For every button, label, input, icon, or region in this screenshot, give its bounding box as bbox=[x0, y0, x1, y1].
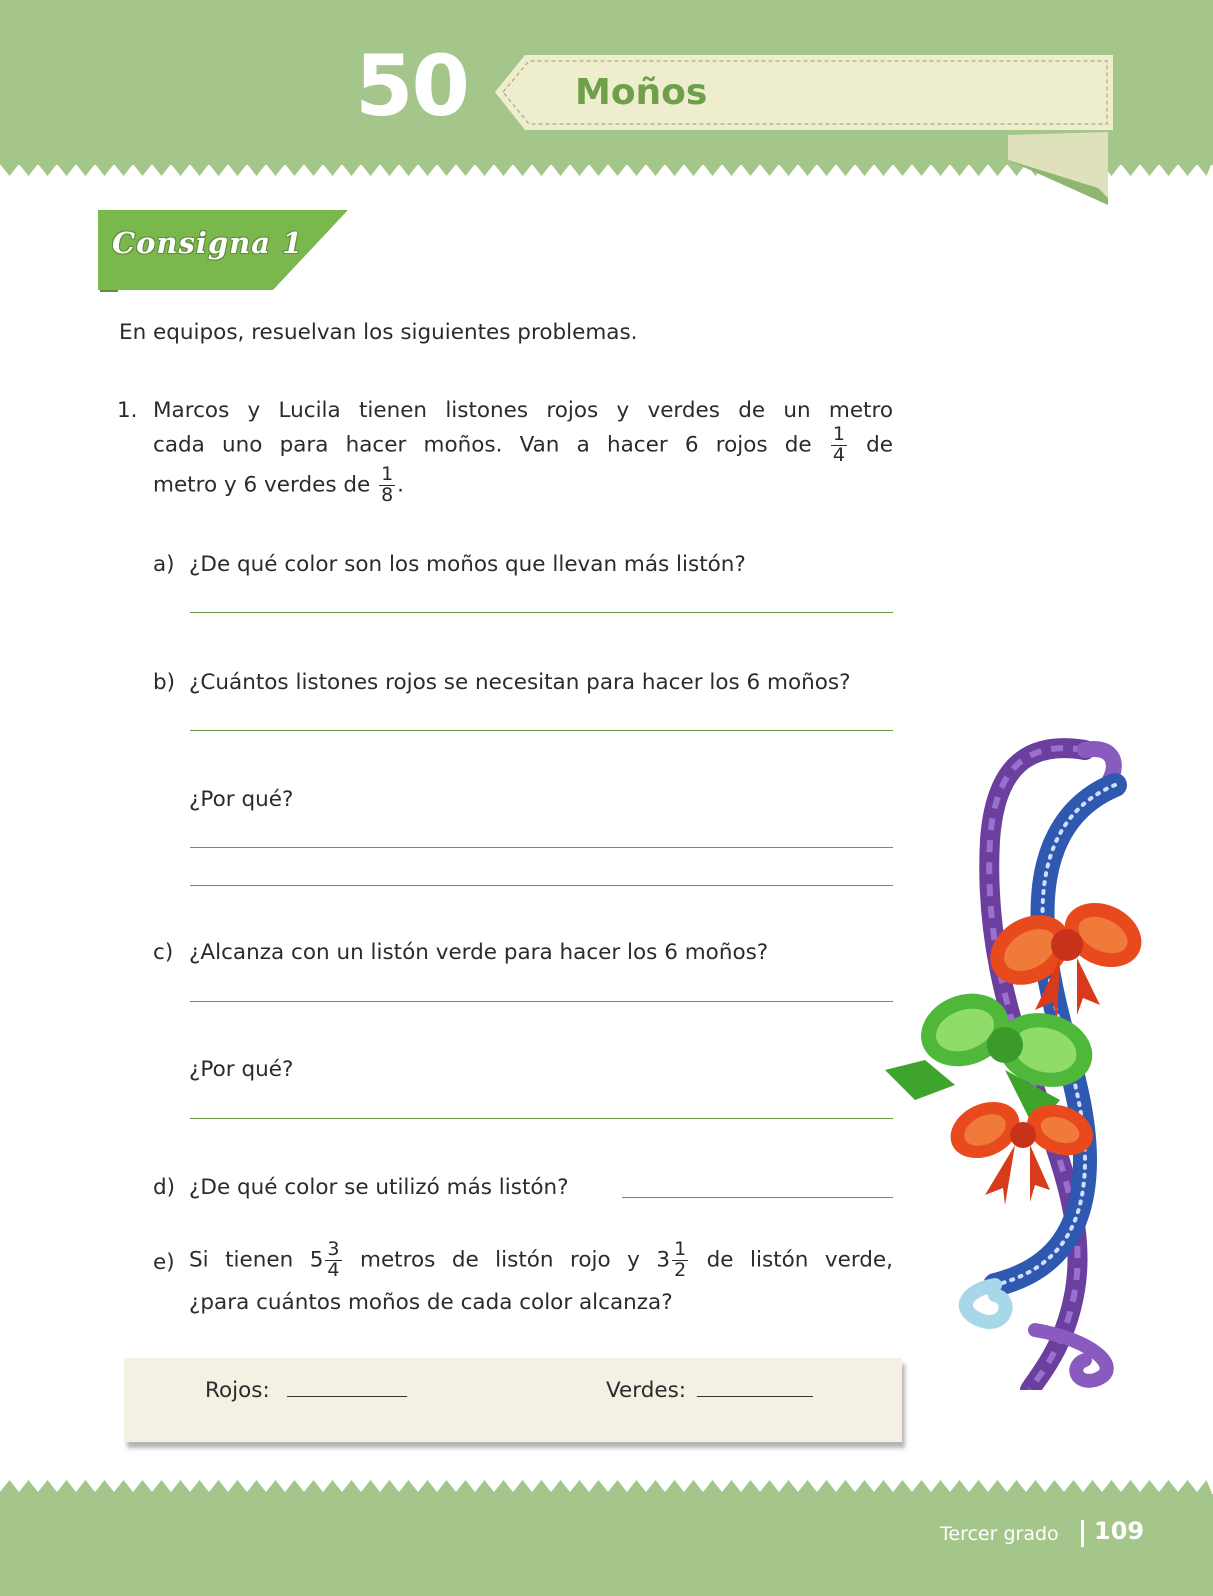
question-a-label: a) bbox=[153, 552, 175, 577]
problem-1-line-3-text: metro y 6 verdes de bbox=[153, 472, 371, 498]
fraction-numerator: 3 bbox=[327, 1238, 340, 1260]
verdes-answer-line[interactable] bbox=[697, 1396, 813, 1397]
lesson-title: Moños bbox=[575, 72, 708, 113]
answer-line-c-why[interactable] bbox=[190, 1118, 893, 1119]
fraction-numerator: 1 bbox=[832, 423, 845, 445]
fraction-one-eighth bbox=[379, 465, 395, 506]
verdes-label: Verdes: bbox=[606, 1378, 687, 1403]
fraction-numerator: 1 bbox=[381, 463, 394, 485]
question-e-line-1 bbox=[189, 1240, 893, 1286]
question-e-label: e) bbox=[153, 1250, 175, 1275]
rojos-label: Rojos: bbox=[205, 1378, 270, 1403]
problem-1-line-3 bbox=[153, 465, 404, 506]
question-c-text: ¿Alcanza con un listón verde para hacer los 6 moños? bbox=[189, 940, 769, 965]
question-e-text-3: de listón verde, bbox=[706, 1247, 893, 1273]
problem-number: 1. bbox=[117, 398, 138, 423]
consigna-label: Consigna 1 bbox=[112, 226, 304, 260]
page-number: 109 bbox=[1094, 1517, 1145, 1545]
question-c-label: c) bbox=[153, 940, 174, 965]
instructions-text: En equipos, resuelvan los siguientes problemas. bbox=[119, 320, 638, 345]
footer-band bbox=[0, 1494, 1213, 1596]
ribbons-and-bows-illustration bbox=[885, 730, 1175, 1390]
problem-1-line-2-text: cada uno para hacer moños. Van a hacer 6 rojos de bbox=[153, 432, 812, 458]
answer-line-c[interactable] bbox=[190, 1001, 893, 1002]
fraction-denominator: 4 bbox=[327, 1258, 340, 1281]
fraction-denominator: 8 bbox=[381, 483, 394, 506]
fraction-three-quarters bbox=[325, 1240, 341, 1281]
lesson-number: 50 bbox=[355, 37, 468, 135]
answer-line-b[interactable] bbox=[190, 730, 893, 731]
footer-grade: Tercer grado bbox=[940, 1523, 1059, 1545]
question-b-why: ¿Por qué? bbox=[189, 787, 294, 812]
question-d-label: d) bbox=[153, 1175, 176, 1200]
problem-1-line-2 bbox=[153, 425, 893, 469]
rojos-answer-line[interactable] bbox=[287, 1396, 407, 1397]
answer-line-a[interactable] bbox=[190, 612, 893, 613]
question-e-text-2: metros de listón rojo y 3 bbox=[360, 1247, 671, 1273]
answer-line-b-why-1[interactable] bbox=[190, 847, 893, 848]
question-c-why: ¿Por qué? bbox=[189, 1057, 294, 1082]
problem-1-line-1: Marcos y Lucila tienen listones rojos y verdes de un metro bbox=[153, 398, 893, 423]
question-d-text: ¿De qué color se utilizó más listón? bbox=[189, 1175, 569, 1200]
answer-line-b-why-2[interactable] bbox=[190, 885, 893, 886]
problem-1-line-3-end: . bbox=[397, 472, 405, 498]
problem-1-line-2-end: de bbox=[866, 432, 893, 458]
answer-line-d[interactable] bbox=[622, 1197, 893, 1198]
footer-separator bbox=[1081, 1520, 1084, 1547]
fraction-numerator: 1 bbox=[674, 1238, 687, 1260]
fraction-one-half bbox=[672, 1240, 688, 1281]
question-e-text-1: Si tienen 5 bbox=[189, 1247, 324, 1273]
fraction-one-quarter bbox=[831, 425, 847, 466]
question-b-text: ¿Cuántos listones rojos se necesitan para hacer los 6 moños? bbox=[189, 670, 851, 695]
fraction-denominator: 4 bbox=[832, 443, 845, 466]
question-e-line-2: ¿para cuántos moños de cada color alcanza? bbox=[189, 1290, 673, 1315]
fraction-denominator: 2 bbox=[674, 1258, 687, 1281]
question-b-label: b) bbox=[153, 670, 176, 695]
question-a-text: ¿De qué color son los moños que llevan más listón? bbox=[189, 552, 746, 577]
